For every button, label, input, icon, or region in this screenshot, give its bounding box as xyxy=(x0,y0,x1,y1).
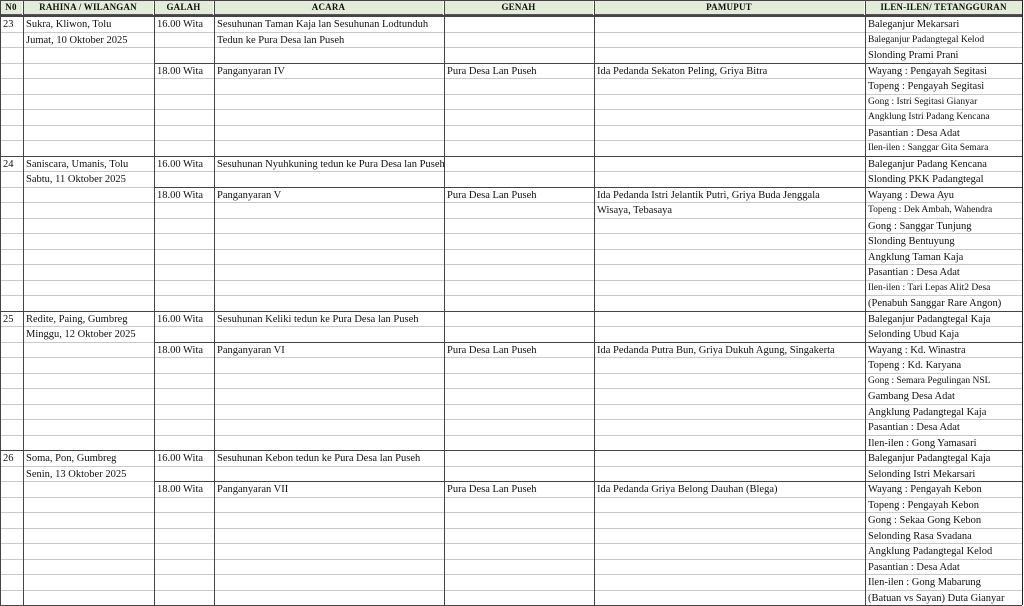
header-rahina: RAHINA / WILANGAN xyxy=(23,1,153,15)
event-genah: Pura Desa Lan Puseh xyxy=(447,189,537,201)
day-date: Sabtu, 11 Oktober 2025 xyxy=(26,174,126,185)
grid-col-line xyxy=(0,0,1,605)
event-ilen-item: Wayang : Dewa Ayu xyxy=(868,189,954,201)
day-rahina: Saniscara, Umanis, Tolu xyxy=(26,158,129,170)
event-acara-line: Sesuhunan Nyuhkuning tedun ke Pura Desa lan Puseh xyxy=(217,158,445,170)
event-ilen-item: Gong : Sanggar Tunjung xyxy=(868,220,972,232)
event-acara-line: Sesuhunan Keliki tedun ke Pura Desa lan Puseh xyxy=(217,313,419,325)
event-ilen-item: (Penabuh Sanggar Rare Angon) xyxy=(868,298,1002,309)
event-ilen-item: Baleganjur Padangtegal Kelod xyxy=(868,34,985,45)
day-number: 25 xyxy=(3,313,14,325)
event-galah: 18.00 Wita xyxy=(157,484,204,495)
day-number: 24 xyxy=(3,158,14,170)
header-genah: GENAH xyxy=(444,1,593,15)
event-genah: Pura Desa Lan Puseh xyxy=(447,65,537,77)
event-pamuput-line: Wisaya, Tebasaya xyxy=(597,205,673,216)
header-galah: GALAH xyxy=(154,1,213,15)
event-ilen-item: Wayang : Pengayah Kebon xyxy=(868,484,982,495)
event-ilen-item: Ilen-ilen : Tari Lepas Alit2 Desa xyxy=(868,282,991,293)
event-pamuput-line: Ida Pedanda Istri Jelantik Putri, Griya Buda Jenggala xyxy=(597,189,820,201)
event-galah: 18.00 Wita xyxy=(157,344,204,356)
event-acara-line: Sesuhunan Taman Kaja lan Sesuhunan Lodtunduh xyxy=(217,19,429,30)
event-ilen-item: Pasantian : Desa Adat xyxy=(868,422,960,433)
event-ilen-item: Angklung Istri Padang Kencana xyxy=(868,112,990,122)
grid-col-line xyxy=(444,0,445,605)
event-ilen-item: Ilen-ilen : Gong Yamasari xyxy=(868,437,977,449)
event-acara-line: Panganyaran V xyxy=(217,189,282,201)
event-galah: 16.00 Wita xyxy=(157,453,204,464)
header-pamuput: PAMUPUT xyxy=(594,1,864,15)
event-acara-line: Tedun ke Pura Desa lan Puseh xyxy=(217,34,345,46)
event-acara-line: Panganyaran VI xyxy=(217,344,285,356)
grid-col-line xyxy=(154,0,155,605)
event-ilen-item: Angklung Padangtegal Kelod xyxy=(868,546,993,557)
event-ilen-item: Baleganjur Padangtegal Kaja xyxy=(868,453,991,464)
day-date: Minggu, 12 Oktober 2025 xyxy=(26,329,136,340)
day-date: Senin, 13 Oktober 2025 xyxy=(26,468,127,480)
event-ilen-item: Ilen-ilen : Gong Mabarung xyxy=(868,577,981,588)
event-galah: 18.00 Wita xyxy=(157,189,204,201)
event-pamuput-line: Ida Pedanda Griya Belong Dauhan (Blega) xyxy=(597,484,778,495)
event-galah: 16.00 Wita xyxy=(157,313,204,325)
day-rahina: Redite, Paing, Gumbreg xyxy=(26,313,128,325)
day-date: Jumat, 10 Oktober 2025 xyxy=(26,34,128,46)
event-ilen-item: Slonding Bentuyung xyxy=(868,236,955,247)
event-galah: 18.00 Wita xyxy=(157,65,204,77)
grid-col-line xyxy=(594,0,595,605)
event-ilen-item: Selonding Rasa Svadana xyxy=(868,530,972,542)
event-galah: 16.00 Wita xyxy=(157,19,204,30)
event-ilen-item: Selonding Ubud Kaja xyxy=(868,329,959,340)
event-ilen-item: Topeng : Kd. Karyana xyxy=(868,360,962,371)
event-acara-line: Panganyaran VII xyxy=(217,484,289,495)
event-genah: Pura Desa Lan Puseh xyxy=(447,344,537,356)
header-ilen: ILEN-ILEN/ TETANGGURAN xyxy=(865,1,1022,15)
header-top-border xyxy=(0,0,1022,1)
event-ilen-item: Wayang : Pengayah Segitasi xyxy=(868,65,988,77)
event-ilen-item: Topeng : Dek Ambah, Wahendra xyxy=(868,205,993,215)
event-ilen-item: Baleganjur Padangtegal Kaja xyxy=(868,313,991,325)
event-galah: 16.00 Wita xyxy=(157,158,204,170)
event-ilen-item: Topeng : Pengayah Kebon xyxy=(868,499,979,511)
event-ilen-item: Baleganjur Mekarsari xyxy=(868,19,960,30)
event-ilen-item: Wayang : Kd. Winastra xyxy=(868,344,966,356)
event-ilen-item: Gong : Semara Pegulingan NSL xyxy=(868,375,991,386)
event-ilen-item: Gambang Desa Adat xyxy=(868,391,955,402)
event-ilen-item: (Batuan vs Sayan) Duta Gianyar xyxy=(868,592,1005,604)
grid-col-line xyxy=(214,0,215,605)
event-ilen-item: Slonding Prami Prani xyxy=(868,50,959,61)
event-ilen-item: Angklung Taman Kaja xyxy=(868,251,964,263)
header-acara: ACARA xyxy=(214,1,443,15)
day-rahina: Sukra, Kliwon, Tolu xyxy=(26,19,112,30)
event-ilen-item: Gong : Sekaa Gong Kebon xyxy=(868,515,982,526)
event-ilen-item: Pasantian : Desa Adat xyxy=(868,561,960,573)
event-ilen-item: Gong : Istri Segitasi Gianyar xyxy=(868,96,978,107)
day-rahina: Soma, Pon, Gumbreg xyxy=(26,453,117,464)
event-ilen-item: Pasantian : Desa Adat xyxy=(868,267,960,278)
grid-col-line xyxy=(865,0,866,605)
grid-col-line xyxy=(1022,0,1023,605)
event-pamuput-line: Ida Pedanda Sekaton Peling, Griya Bitra xyxy=(597,65,768,77)
day-number: 26 xyxy=(3,453,14,464)
day-number: 23 xyxy=(3,19,14,30)
event-ilen-item: Selonding Istri Mekarsari xyxy=(868,468,976,480)
event-acara-line: Panganyaran IV xyxy=(217,65,285,77)
event-ilen-item: Angklung Padangtegal Kaja xyxy=(868,406,987,418)
event-pamuput-line: Ida Pedanda Putra Bun, Griya Dukuh Agung, Singakerta xyxy=(597,344,835,356)
event-acara-line: Sesuhunan Kebon tedun ke Pura Desa lan Puseh xyxy=(217,453,421,464)
event-ilen-item: Slonding PKK Padangtegal xyxy=(868,174,984,185)
header-no: N0 xyxy=(0,1,22,15)
grid-col-line xyxy=(23,0,24,605)
event-genah: Pura Desa Lan Puseh xyxy=(447,484,537,495)
event-ilen-item: Topeng : Pengayah Segitasi xyxy=(868,81,985,92)
event-ilen-item: Baleganjur Padang Kencana xyxy=(868,158,987,170)
event-ilen-item: Ilen-ilen : Sanggar Gita Semara xyxy=(868,143,989,153)
event-ilen-item: Pasantian : Desa Adat xyxy=(868,127,960,139)
